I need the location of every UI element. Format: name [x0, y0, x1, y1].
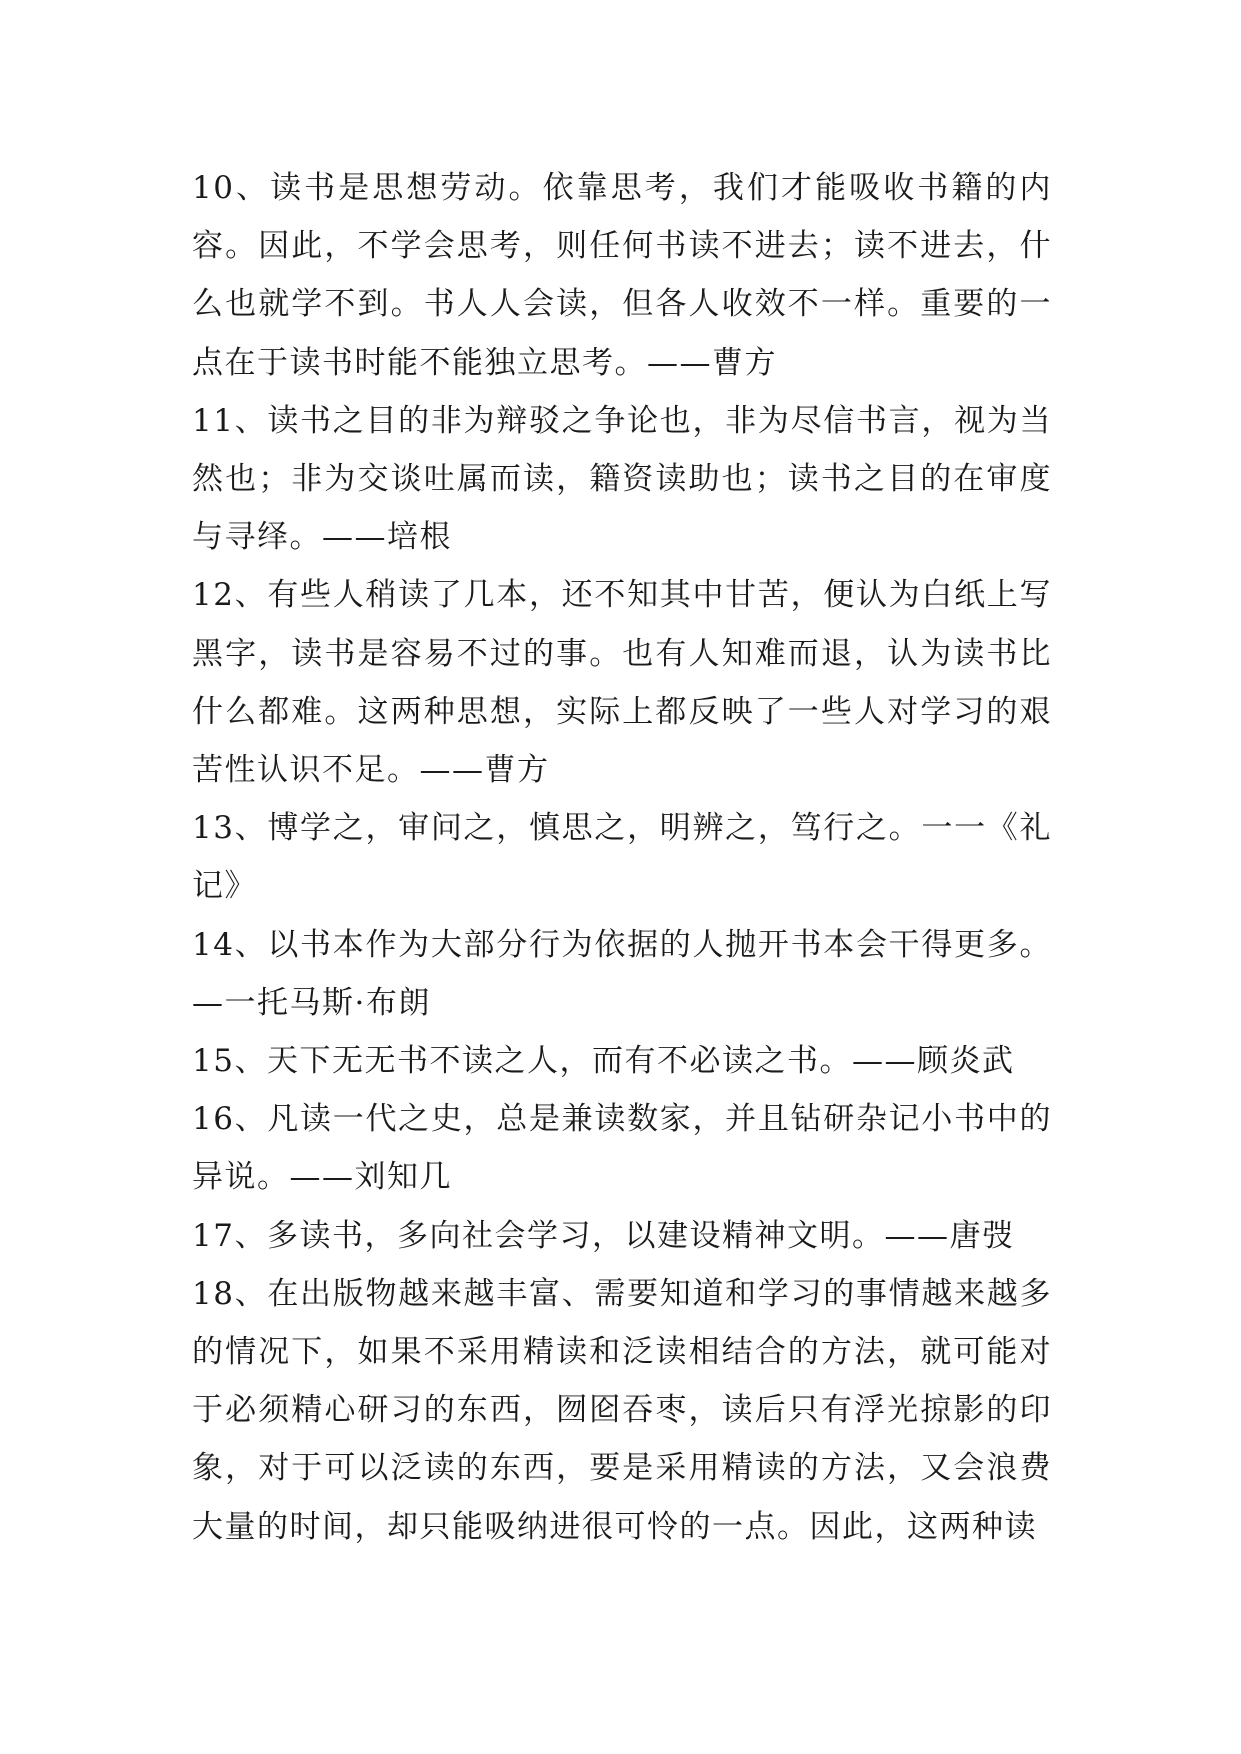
quote-paragraph-14: 14、以书本作为大部分行为依据的人抛开书本会干得更多。—一托马斯·布朗: [192, 926, 1052, 1021]
document-body: [192, 159, 1052, 1556]
quote-paragraph-16: 16、凡读一代之史，总是兼读数家，并且钻研杂记小书中的异说。——刘知几: [192, 1101, 1052, 1196]
quote-paragraph-10: 10、读书是思想劳动。依靠思考，我们才能吸收书籍的内容。因此，不学会思考，则任何书读不进去；读不进去，什么也就学不到。书人人会读，但各人收效不一样。重要的一点在于读书时能不能独立思考。——曹方: [192, 170, 1052, 381]
quote-paragraph-11: 11、读书之目的非为辩驳之争论也，非为尽信书言，视为当然也；非为交谈吐属而读，籍资读助也；读书之目的在审度与寻绎。——培根: [192, 402, 1052, 556]
quote-paragraph-15: 15、天下无无书不读之人，而有不必读之书。——顾炎武: [192, 1043, 1015, 1080]
quote-paragraph-18: 18、在出版物越来越丰富、需要知道和学习的事情越来越多的情况下，如果不采用精读和泛读相结合的方法，就可能对于必须精心研习的东西，囫囵吞枣，读后只有浮光掠影的印象，对于可以泛读的东西，要是采用精读的方法，又会浪费大量的时间，却只能吸纳进很可怜的一点。因此，这两种读: [192, 1275, 1052, 1545]
quote-paragraph-12: 12、有些人稍读了几本，还不知其中甘苦，便认为白纸上写黑字，读书是容易不过的事。也有人知难而退，认为读书比什么都难。这两种思想，实际上都反映了一些人对学习的艰苦性认识不足。——曹方: [192, 577, 1052, 789]
quote-paragraph-13: 13、博学之，审问之，慎思之，明辨之，笃行之。一一《礼记》: [192, 810, 1052, 905]
quote-paragraph-17: 17、多读书，多向社会学习，以建设精神文明。——唐弢: [192, 1217, 1015, 1254]
